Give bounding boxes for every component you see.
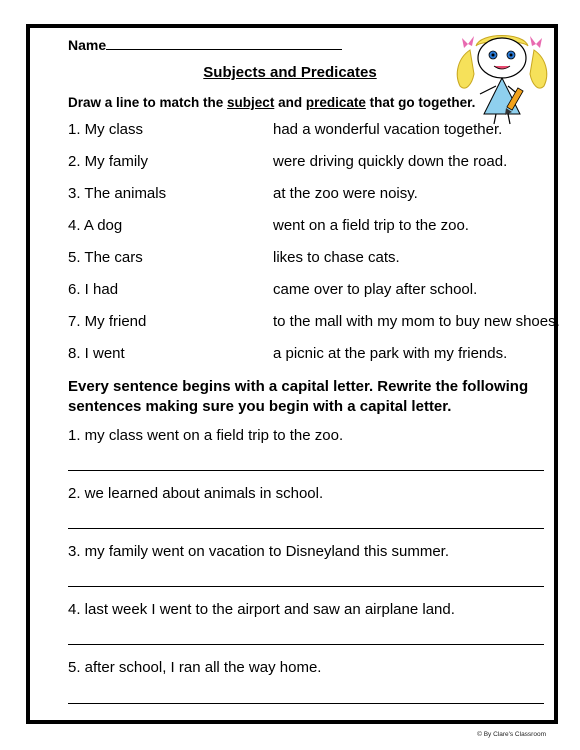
subject-item: 6. I had (68, 281, 119, 298)
answer-line[interactable] (68, 586, 544, 587)
predicate-item: had a wonderful vacation together. (273, 121, 503, 138)
sentence-item: 1. my class went on a field trip to the zoo. (68, 427, 344, 444)
answer-line[interactable] (68, 470, 544, 471)
subject-item: 2. My family (68, 153, 149, 170)
name-label: Name (68, 37, 107, 53)
instructions-suffix: that go together. (365, 95, 476, 110)
page-title: Subjects and Predicates (203, 64, 377, 81)
instructions-middle: and (274, 95, 306, 110)
predicate-item: went on a field trip to the zoo. (273, 217, 469, 234)
instructions-subject-word: subject (227, 95, 275, 110)
predicate-item: likes to chase cats. (273, 249, 400, 266)
predicate-item: to the mall with my mom to buy new shoes. (273, 313, 560, 330)
predicate-item: came over to play after school. (273, 281, 478, 298)
copyright-note: © By Clare's Classroom (477, 731, 546, 738)
instructions-predicate-word: predicate (305, 95, 366, 110)
answer-line[interactable] (68, 703, 544, 704)
instructions-prefix: Draw a line to match the (68, 95, 228, 110)
subject-item: 1. My class (68, 121, 144, 138)
subject-item: 4. A dog (68, 217, 123, 234)
sentence-item: 4. last week I went to the airport and saw an airplane land. (68, 601, 455, 618)
sentence-item: 2. we learned about animals in school. (68, 485, 324, 502)
predicate-item: at the zoo were noisy. (273, 185, 418, 202)
section2-heading: Every sentence begins with a capital letter. Rewrite the following sentences making sure you begin with a capital letter. (68, 378, 529, 415)
sentence-item: 3. my family went on vacation to Disneyland this summer. (68, 543, 449, 560)
predicate-item: a picnic at the park with my friends. (273, 345, 508, 362)
predicate-item: were driving quickly down the road. (273, 153, 508, 170)
subject-item: 8. I went (68, 345, 125, 362)
instructions (68, 95, 475, 110)
name-blank-line (106, 37, 342, 50)
sentence-item: 5. after school, I ran all the way home. (68, 659, 322, 676)
subject-item: 3. The animals (68, 185, 167, 202)
name-field (68, 37, 342, 53)
answer-line[interactable] (68, 644, 544, 645)
subject-item: 5. The cars (68, 249, 143, 266)
subject-item: 7. My friend (68, 313, 147, 330)
answer-line[interactable] (68, 528, 544, 529)
